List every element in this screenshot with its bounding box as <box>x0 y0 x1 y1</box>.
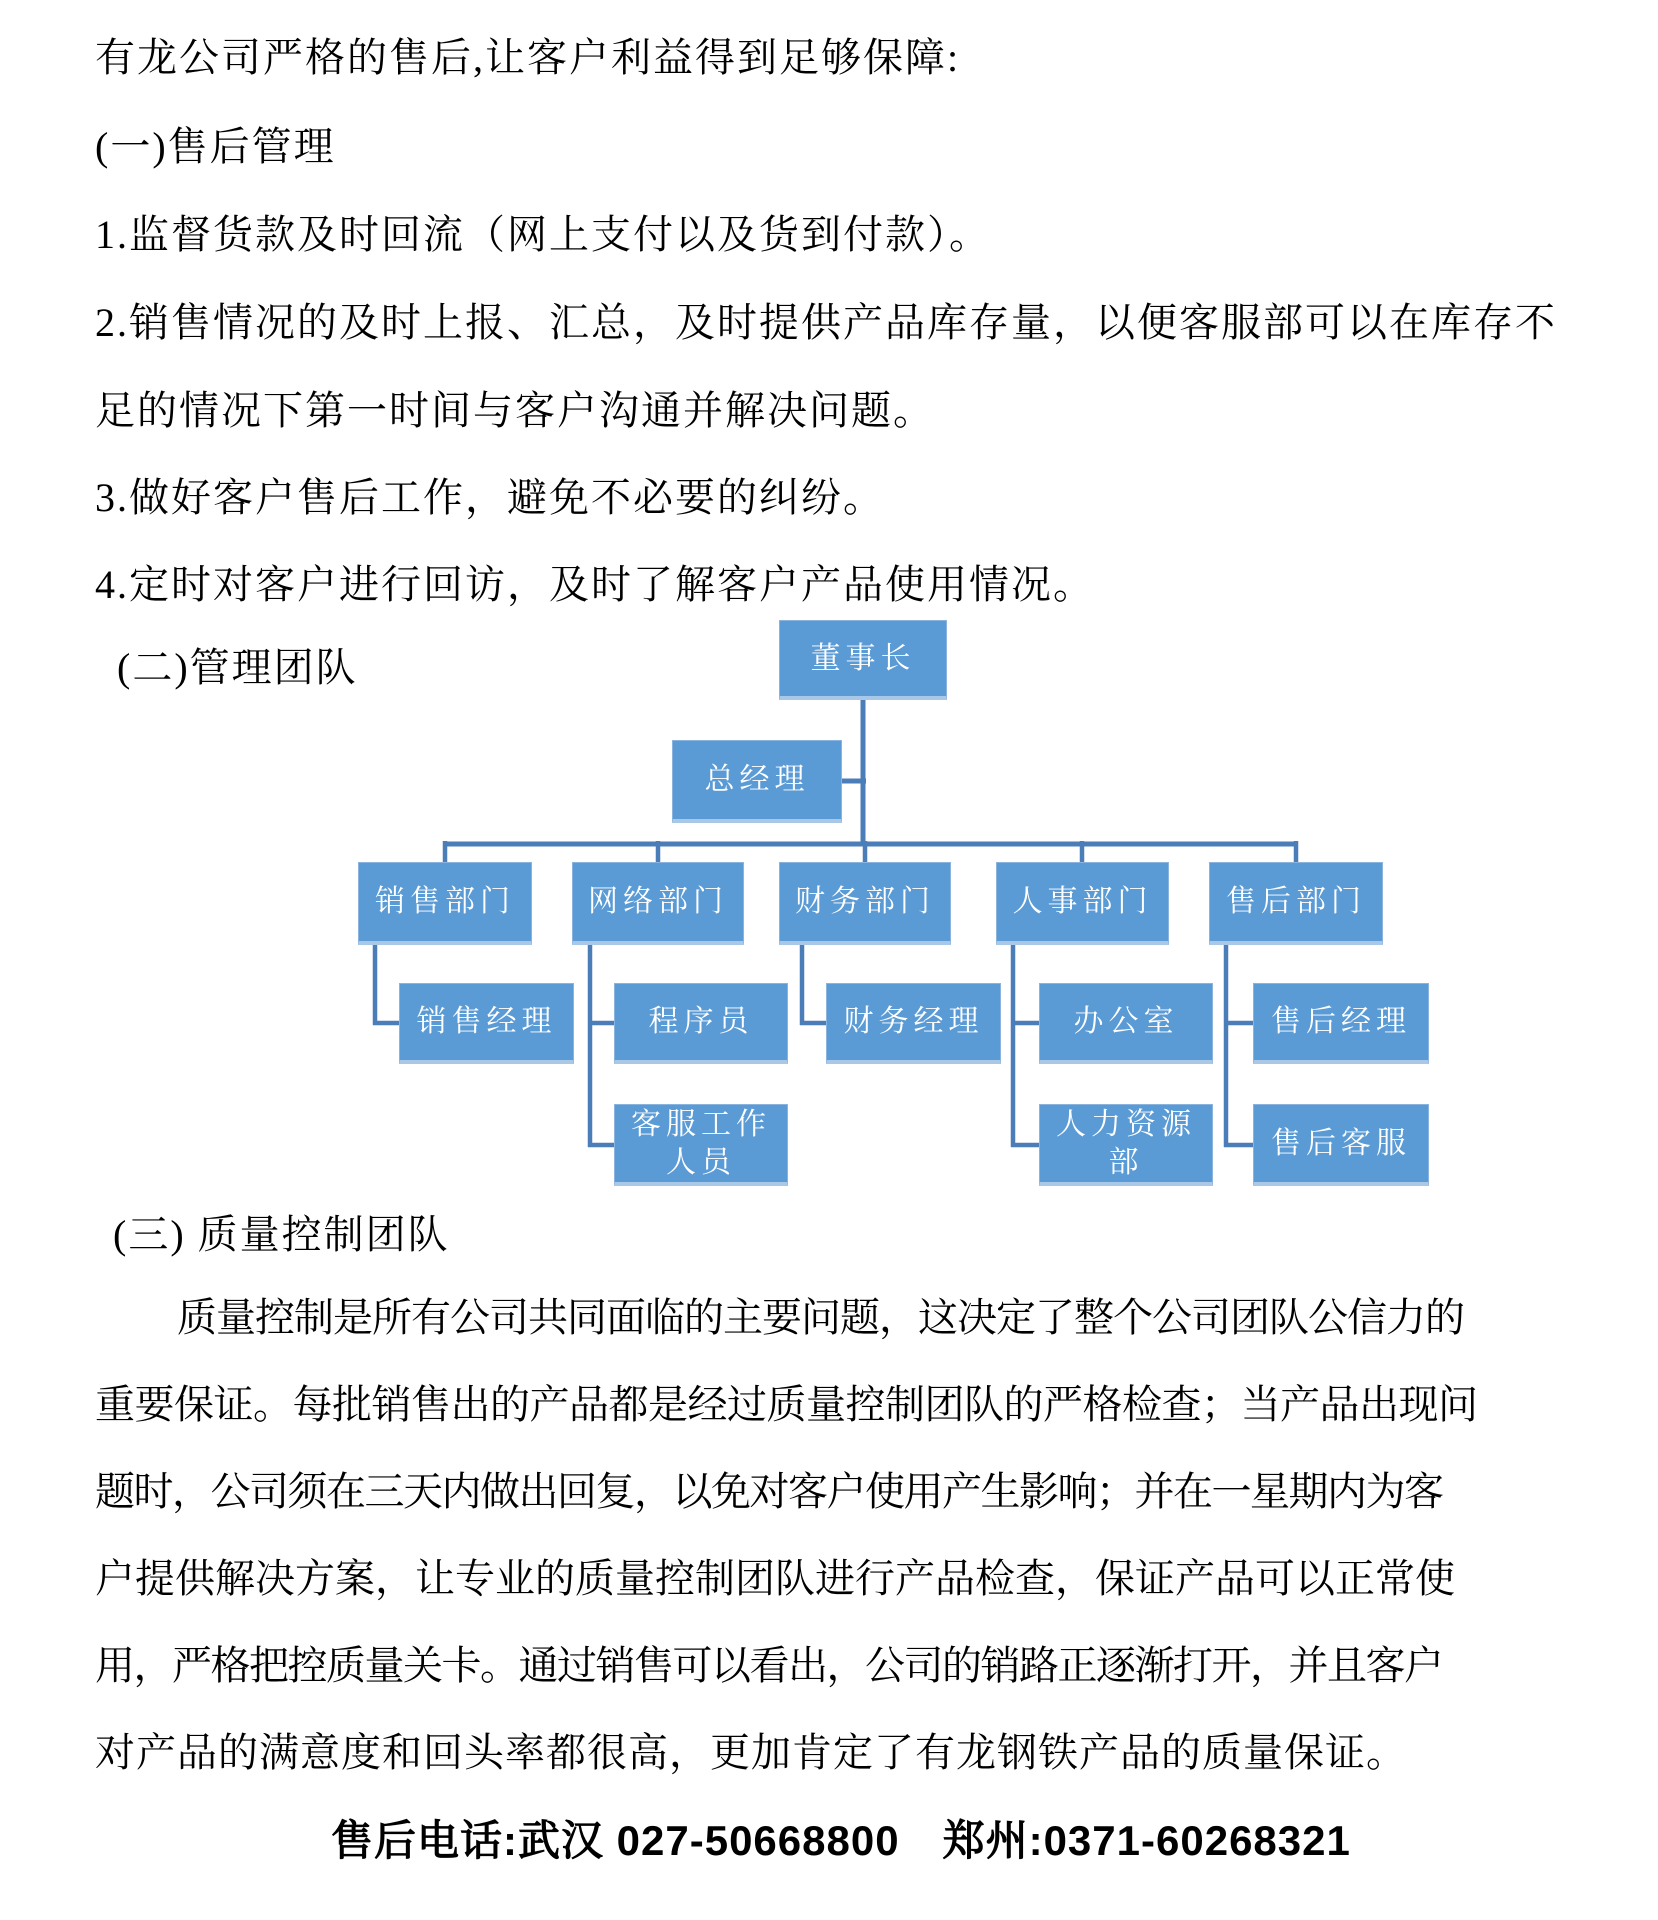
footer-phone-line: 售后电话:武汉 027-50668800 郑州:0371-60268321 <box>331 1817 1351 1864</box>
list-item-2-line-2: 足的情况下第一时间与客户沟通并解决问题。 <box>95 388 935 433</box>
node-sales-manager: 销售经理 <box>399 983 574 1064</box>
list-item-3: 3.做好客户售后工作，避免不必要的纠纷。 <box>95 475 885 520</box>
paragraph-line-3: 题时，公司须在三天内做出回复，以免对客户使用产生影响；并在一星期内为客 <box>95 1469 1443 1514</box>
heading-section-1: (一)售后管理 <box>95 124 336 169</box>
list-item-1: 1.监督货款及时回流（网上支付以及货到付款）。 <box>95 212 991 257</box>
node-dept-finance: 财务部门 <box>779 862 951 945</box>
node-after-sales-cs: 售后客服 <box>1253 1104 1429 1186</box>
node-finance-manager: 财务经理 <box>826 983 1001 1064</box>
list-item-2-line-1: 2.销售情况的及时上报、汇总，及时提供产品库存量，以便客服部可以在库存不 <box>95 300 1557 345</box>
node-after-sales-manager: 售后经理 <box>1253 983 1429 1064</box>
paragraph-line-4: 户提供解决方案，让专业的质量控制团队进行产品检查，保证产品可以正常使 <box>95 1556 1455 1601</box>
node-hr-department: 人力资源部 <box>1039 1104 1213 1186</box>
heading-section-3: (三) 质量控制团队 <box>113 1212 450 1257</box>
node-chairman: 董事长 <box>779 620 947 700</box>
node-office: 办公室 <box>1039 983 1213 1064</box>
node-programmer: 程序员 <box>614 983 788 1064</box>
node-cs-staff: 客服工作人员 <box>614 1104 788 1186</box>
intro-line: 有龙公司严格的售后,让客户利益得到足够保障: <box>95 35 961 80</box>
paragraph-line-2: 重要保证。每批销售出的产品都是经过质量控制团队的严格检查；当产品出现问 <box>95 1382 1478 1427</box>
node-general-manager: 总经理 <box>672 740 842 823</box>
list-item-4: 4.定时对客户进行回访，及时了解客户产品使用情况。 <box>95 562 1095 607</box>
node-dept-after-sales: 售后部门 <box>1209 862 1383 945</box>
node-dept-sales: 销售部门 <box>358 862 532 945</box>
paragraph-line-5: 用，严格把控质量关卡。通过销售可以看出，公司的销路正逐渐打开，并且客户 <box>95 1643 1443 1688</box>
node-dept-network: 网络部门 <box>572 862 744 945</box>
paragraph-line-1: 质量控制是所有公司共同面临的主要问题，这决定了整个公司团队公信力的 <box>177 1295 1464 1340</box>
heading-section-2: (二)管理团队 <box>117 645 358 690</box>
paragraph-line-6: 对产品的满意度和回头率都很高，更加肯定了有龙钢铁产品的质量保证。 <box>95 1730 1407 1775</box>
node-dept-hr: 人事部门 <box>996 862 1169 945</box>
